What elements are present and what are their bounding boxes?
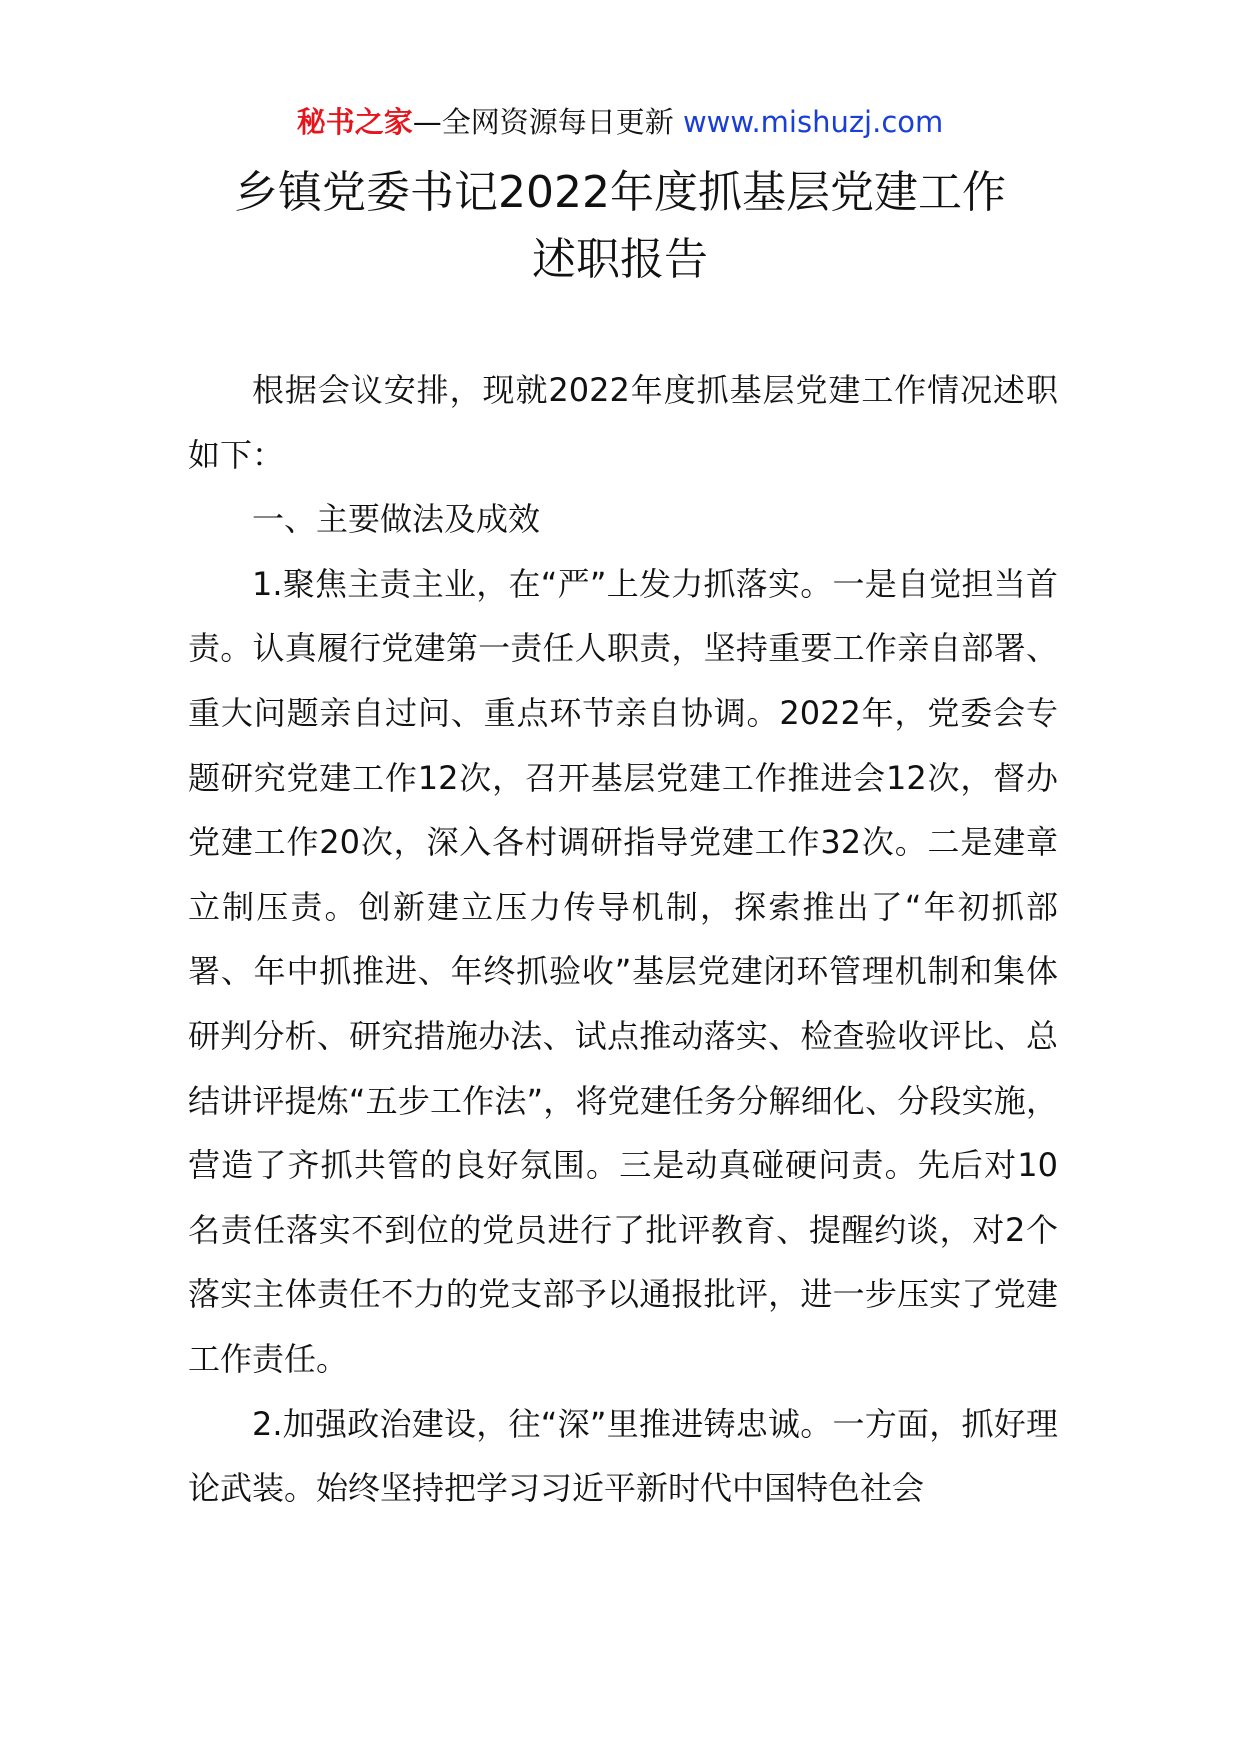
brand-name: 秘书之家 (296, 105, 413, 139)
site-header (0, 102, 1240, 142)
paragraph-intro: 根据会议安排，现就2022年度抓基层党建工作情况述职如下： (188, 371, 1058, 474)
site-url-link[interactable]: www.mishuzj.com (682, 105, 944, 139)
header-tagline: —全网资源每日更新 (412, 105, 683, 139)
document-body (188, 358, 1058, 1521)
document-title-line-2: 述职报告 (532, 234, 708, 285)
document-title-line-1: 乡镇党委书记2022年度抓基层党建工作 (234, 167, 1006, 218)
paragraph-item-2: 2.加强政治建设，往“深”里推进铸忠诚。一方面，抓好理论武装。始终坚持把学习习近平新时代中国特色社会 (188, 1404, 1058, 1508)
section-heading: 一、主要做法及成效 (252, 500, 541, 539)
paragraph-item-1: 1.聚焦主责主业，在“严”上发力抓落实。一是自觉担当首责。认真履行党建第一责任人职责，坚持重要工作亲自部署、重大问题亲自过问、重点环节亲自协调。2022年，党委会专题研究党建工作12次，召开基层党建工作推进会12次，督办党建工作20次，深入各村调研指导党建工作32次。二是建章立制压责。创新建立压力传导机制，探索推出了“年初抓部署、年中抓推进、年终抓验收”基层党建闭环管理机制和集体研判分析、研究措施办法、试点推动落实、检查验收评比、总结讲评提炼“五步工作法”，将党建任务分解细化、分段实施，营造了齐抓共管的良好氛围。三是动真碰硬问责。先后对10名责任落实不到位的党员进行了批评教育、提醒约谈，对2个落实主体责任不力的党支部予以通报批评，进一步压实了党建工作责任。 (188, 564, 1058, 1378)
